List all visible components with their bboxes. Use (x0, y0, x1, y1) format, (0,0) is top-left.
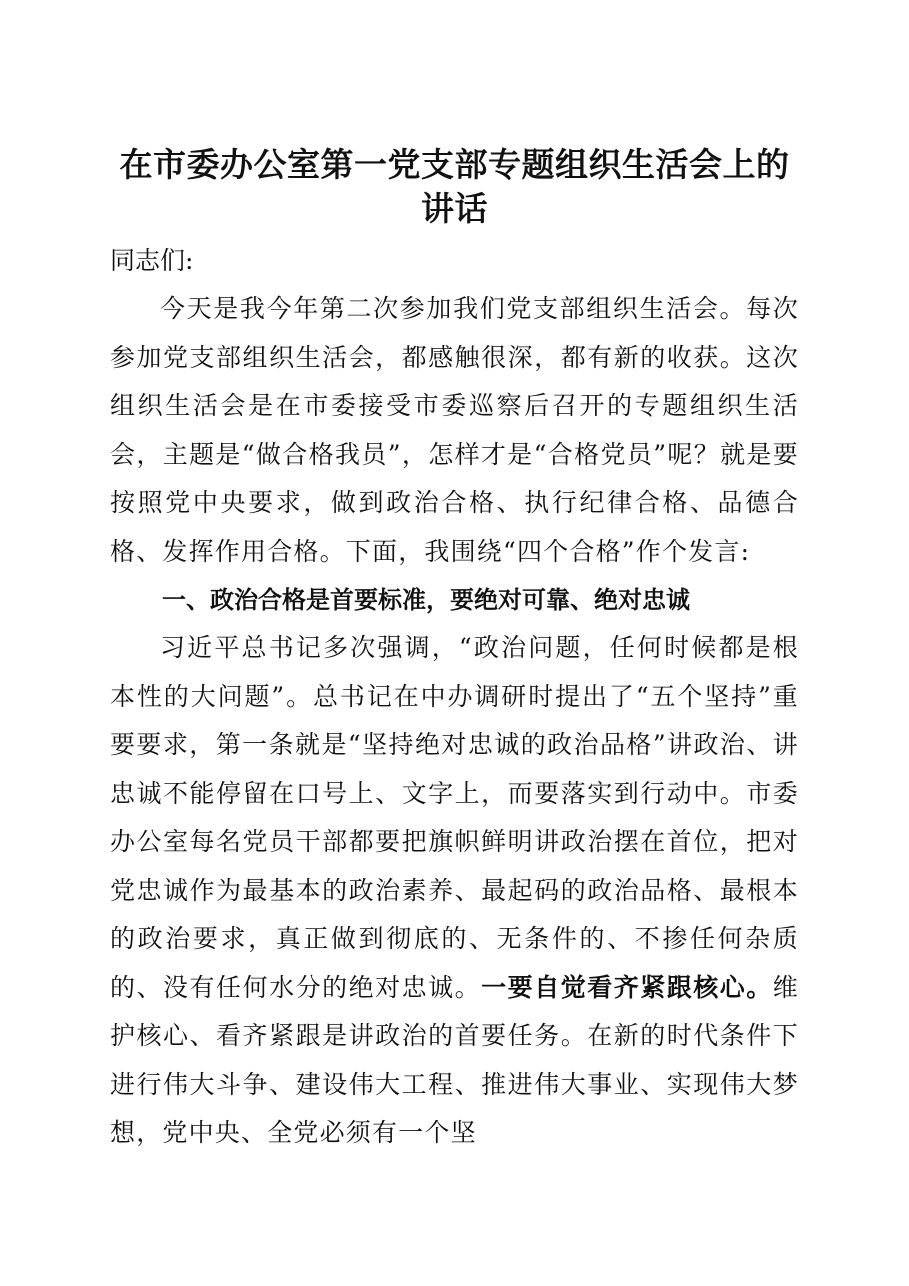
bold-subheading: 一要自觉看齐紧跟核心。 (481, 972, 773, 1002)
section-1-paragraph (110, 624, 799, 1158)
paragraph-text-part-2: 维护核心、看齐紧跟是讲政治的首要任务。在新的时代条件下进行伟大斗争、建设伟大工程、推进伟大事业、实现伟大梦想，党中央、全党必须有一个坚 (110, 972, 799, 1147)
title-line-2: 讲话 (421, 189, 488, 228)
paragraph-text-part-1: 习近平总书记多次强调，“政治问题，任何时候都是根本性的大问题”。总书记在中办调研时提出了“五个坚持”重要要求，第一条就是“坚持绝对忠诚的政治品格”讲政治、讲忠诚不能停留在口号上、文字上，而要落实到行动中。市委办公室每名党员干部都要把旗帜鲜明讲政治摆在首位，把对党忠诚作为最基本的政治素养、最起码的政治品格、最根本的政治要求，真正做到彻底的、无条件的、不掺任何杂质的、没有任何水分的绝对忠诚。 (110, 633, 799, 1002)
document-title (110, 143, 799, 231)
title-line-1: 在市委办公室第一党支部专题组织生活会上的 (119, 145, 790, 184)
intro-paragraph: 今天是我今年第二次参加我们党支部组织生活会。每次参加党支部组织生活会，都感触很深，都有新的收获。这次组织生活会是在市委接受市委巡察后召开的专题组织生活会，主题是“做合格我员”，怎样才是“合格党员”呢？就是要按照党中央要求，做到政治合格、执行纪律合格、品德合格、发挥作用合格。下面，我围绕“四个合格”作个发言: (110, 294, 799, 566)
section-heading-1: 一、政治合格是首要标准，要绝对可靠、绝对忠诚 (162, 586, 690, 614)
salutation: 同志们: (110, 246, 194, 275)
